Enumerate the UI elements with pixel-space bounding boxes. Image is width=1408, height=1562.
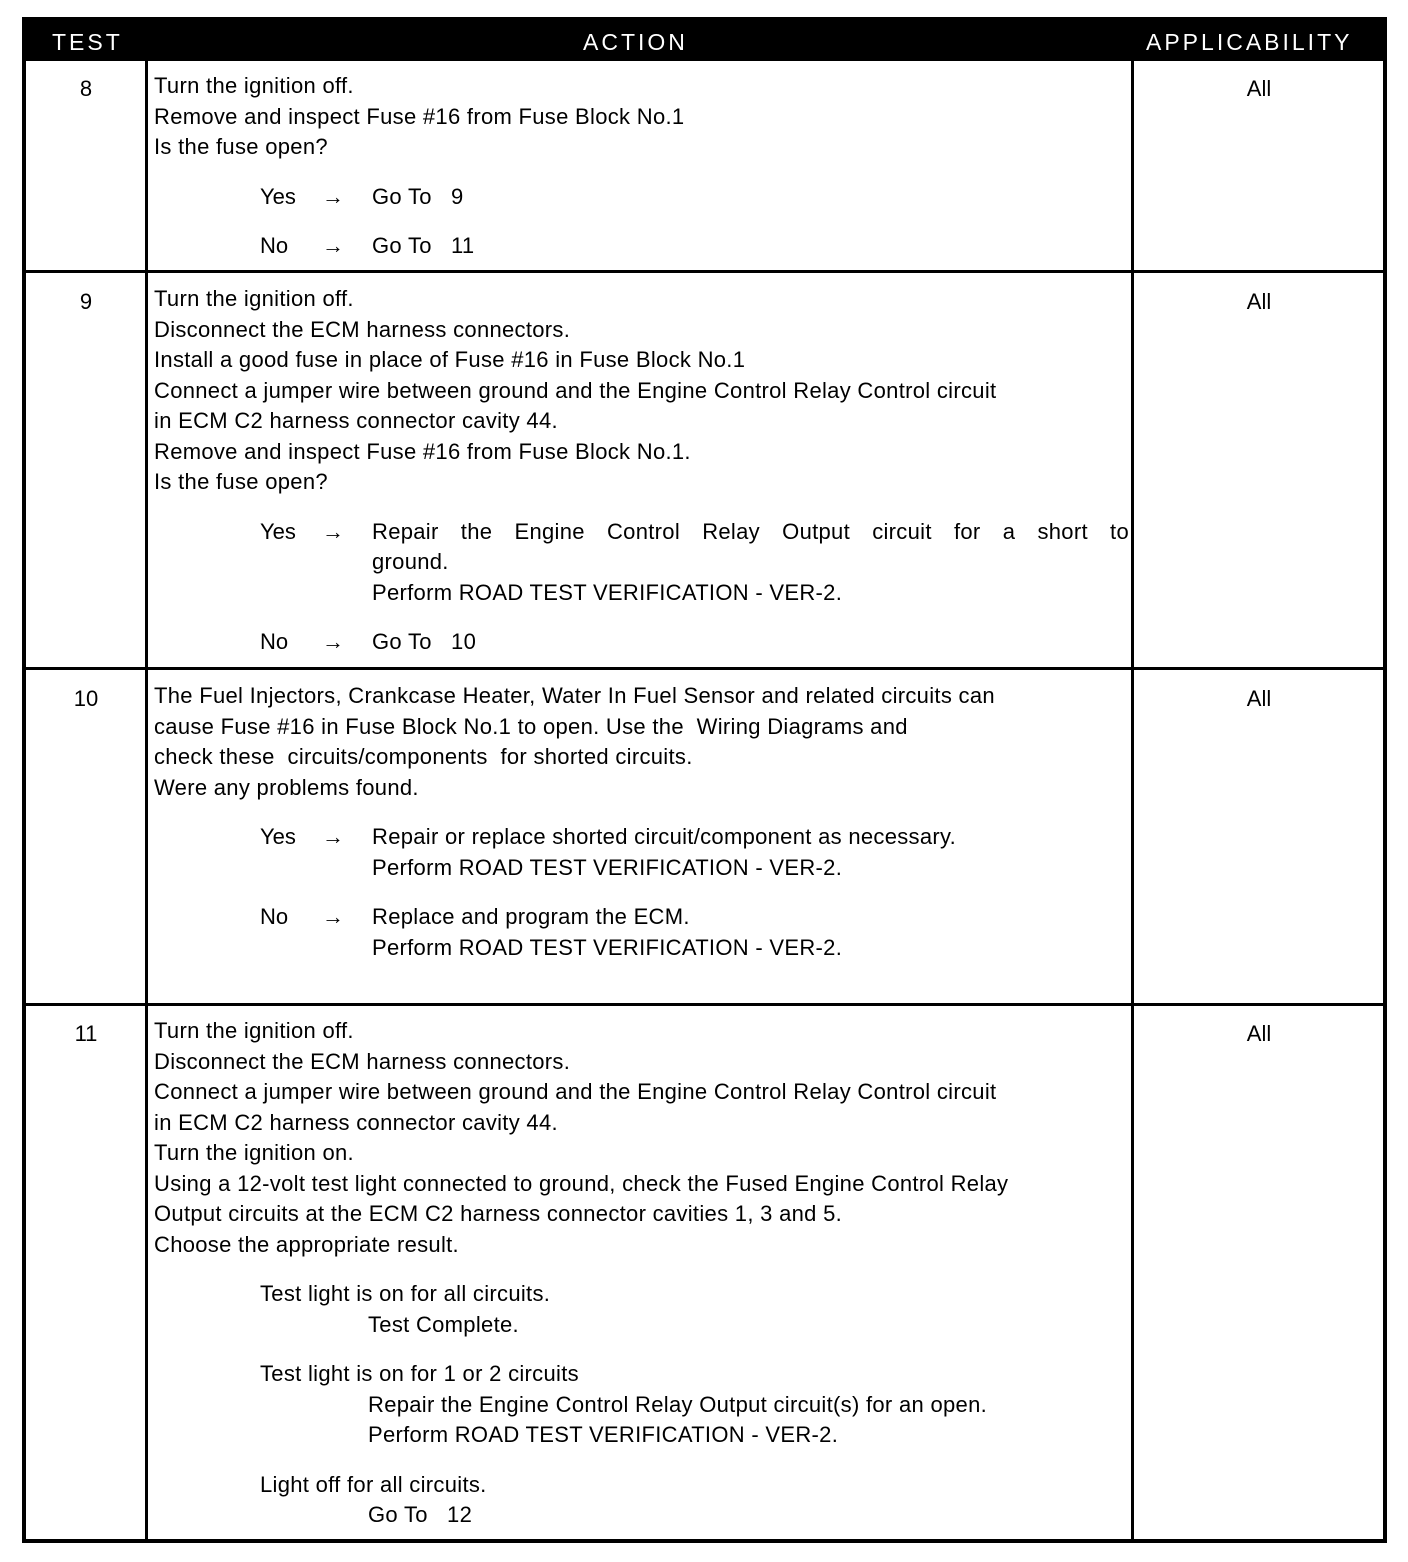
action-line: Remove and inspect Fuse #16 from Fuse Block No.1	[154, 103, 685, 129]
arrow-icon: →	[322, 824, 344, 849]
no-label: No	[260, 904, 289, 929]
result-line: Perform ROAD TEST VERIFICATION - VER-2.	[372, 579, 843, 605]
applicability-value: All	[1246, 686, 1272, 711]
result-condition: Test light is on for 1 or 2 circuits	[260, 1361, 579, 1386]
result-line: Repair or replace shorted circuit/component as necessary.	[372, 824, 957, 849]
diagnostic-table	[22, 17, 1387, 1543]
result-option	[260, 1359, 1129, 1451]
no-branch	[260, 231, 1129, 262]
yes-branch	[260, 182, 1129, 213]
action-line: Choose the appropriate result.	[154, 1231, 459, 1257]
column-divider-applicability	[1131, 61, 1134, 1539]
action-line: Is the fuse open?	[154, 134, 328, 159]
test-number: 11	[74, 1021, 98, 1046]
arrow-icon: →	[322, 183, 344, 209]
action-line: Turn the ignition off.	[154, 73, 354, 98]
column-divider-test	[145, 61, 148, 1539]
result-outcome: Go To 12	[368, 1502, 473, 1527]
action-line: Remove and inspect Fuse #16 from Fuse Block No.1.	[154, 438, 691, 464]
action-line: Install a good fuse in place of Fuse #16 in Fuse Block No.1	[154, 347, 746, 372]
result-line: Go To 10	[372, 629, 477, 654]
table-header	[26, 21, 1383, 61]
result-line: ground.	[372, 549, 449, 574]
action-line: Turn the ignition on.	[154, 1140, 354, 1165]
result-line: Perform ROAD TEST VERIFICATION - VER-2.	[372, 854, 843, 880]
yes-label: Yes	[260, 518, 296, 544]
test-number: 10	[73, 686, 99, 711]
action-line: Connect a jumper wire between ground and the Engine Control Relay Control circuit	[154, 377, 997, 403]
result-option	[260, 1470, 1129, 1531]
yes-branch	[260, 822, 1129, 883]
result-outcome: Test Complete.	[368, 1311, 519, 1337]
action-line: Is the fuse open?	[154, 469, 328, 494]
no-branch	[260, 902, 1129, 963]
action-line: The Fuel Injectors, Crankcase Heater, Water In Fuel Sensor and related circuits can	[154, 683, 995, 708]
action-cell	[154, 1016, 1129, 1531]
result-option	[260, 1279, 1129, 1340]
row-divider	[26, 1003, 1383, 1006]
result-condition: Light off for all circuits.	[260, 1471, 487, 1497]
result-line: Replace and program the ECM.	[372, 904, 690, 929]
arrow-icon: →	[322, 629, 344, 654]
yes-branch	[260, 517, 1129, 609]
action-line: Output circuits at the ECM C2 harness connector cavities 1, 3 and 5.	[154, 1201, 843, 1226]
action-line: Turn the ignition off.	[154, 286, 354, 311]
action-line: cause Fuse #16 in Fuse Block No.1 to open. Use the Wiring Diagrams and	[154, 713, 908, 739]
applicability-value: All	[1246, 289, 1272, 314]
action-line: Disconnect the ECM harness connectors.	[154, 316, 571, 342]
action-line: Turn the ignition off.	[154, 1018, 354, 1043]
action-cell	[154, 284, 1129, 658]
result-line: Repair the Engine Control Relay Output circuit for a short to	[372, 518, 1129, 544]
no-label: No	[260, 629, 289, 654]
row-divider	[26, 270, 1383, 273]
action-line: Were any problems found.	[154, 774, 419, 800]
result-condition: Test light is on for all circuits.	[260, 1281, 551, 1306]
action-line: Connect a jumper wire between ground and the Engine Control Relay Control circuit	[154, 1079, 997, 1104]
action-line: check these circuits/components for shorted circuits.	[154, 744, 693, 769]
result-line: Perform ROAD TEST VERIFICATION - VER-2.	[372, 934, 843, 960]
yes-label: Yes	[260, 824, 296, 849]
header-test: TEST	[52, 29, 123, 55]
action-line: in ECM C2 harness connector cavity 44.	[154, 408, 558, 433]
action-line: Using a 12-volt test light connected to ground, check the Fused Engine Control Relay	[154, 1170, 1009, 1196]
no-branch	[260, 627, 1129, 658]
no-label: No	[260, 233, 289, 258]
arrow-icon: →	[322, 904, 344, 929]
applicability-value: All	[1246, 1021, 1272, 1046]
action-cell	[154, 681, 1129, 963]
row-divider	[26, 667, 1383, 670]
header-applicability: APPLICABILITY	[1146, 29, 1353, 55]
test-number: 8	[79, 76, 93, 101]
arrow-icon: →	[322, 518, 344, 544]
yes-label: Yes	[260, 183, 296, 209]
header-action: ACTION	[583, 29, 688, 55]
applicability-value: All	[1246, 76, 1272, 101]
result-outcome: Repair the Engine Control Relay Output circuit(s) for an open.	[368, 1391, 988, 1417]
action-line: Disconnect the ECM harness connectors.	[154, 1048, 571, 1074]
action-cell	[154, 71, 1129, 262]
test-number: 9	[79, 289, 93, 314]
action-line: in ECM C2 harness connector cavity 44.	[154, 1109, 558, 1135]
result-outcome: Perform ROAD TEST VERIFICATION - VER-2.	[368, 1422, 839, 1447]
result-line: Go To 9	[372, 183, 464, 209]
arrow-icon: →	[322, 233, 344, 258]
result-line: Go To 11	[372, 233, 475, 258]
